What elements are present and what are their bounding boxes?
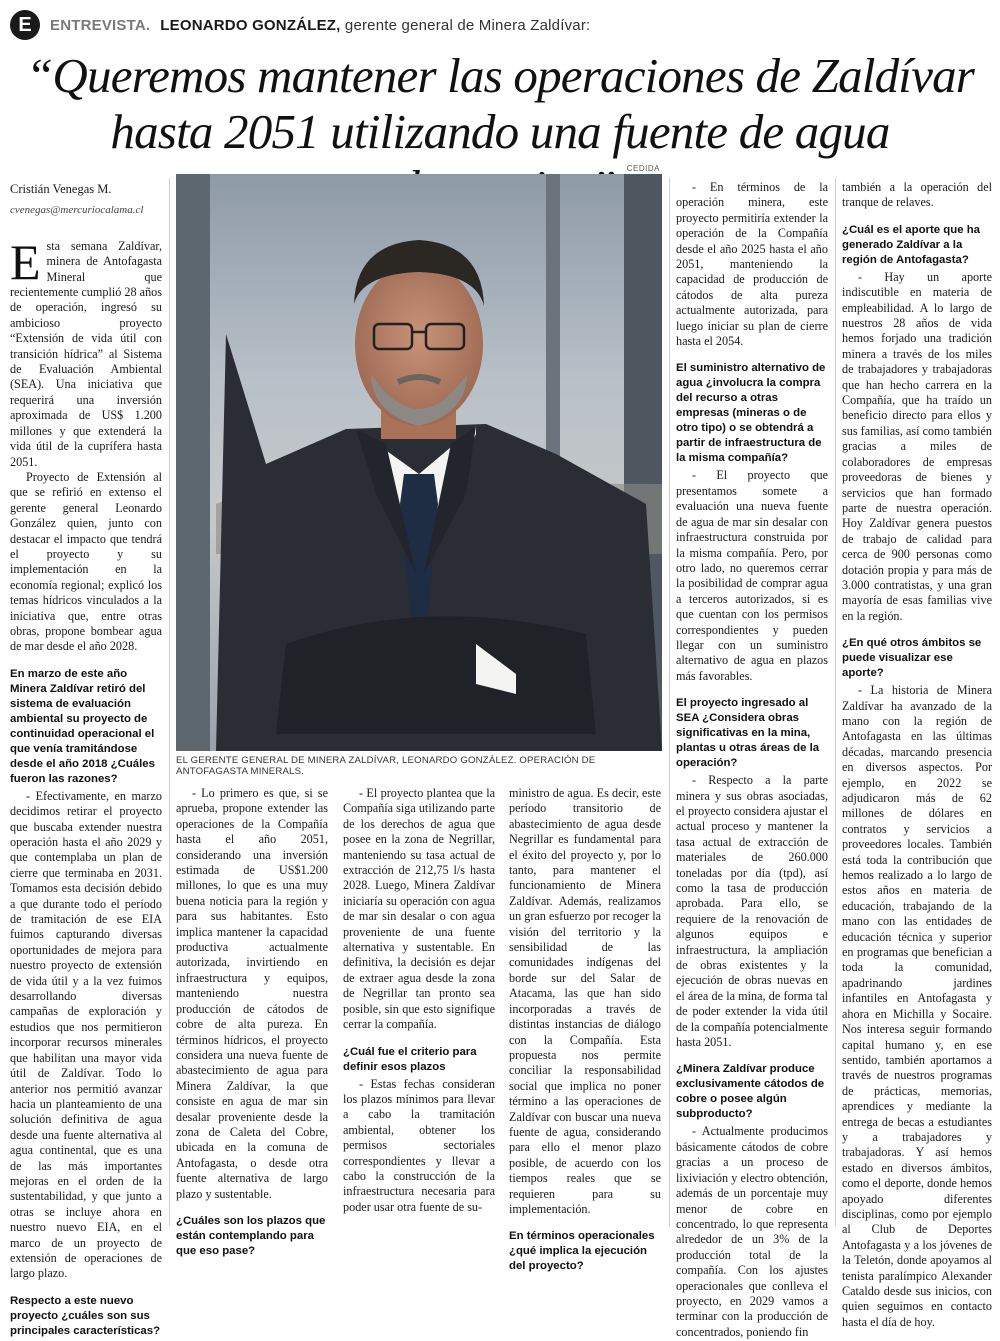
answer: - Actualmente producimos básicamente cátodos de cobre gracias a un proceso de lixiviación y electro obtención, además de un porcentaje muy menor de cobre en concentrado, lo que representa alrededor de un 3% de la producción total de la compañía. Con los ajustes operacionales que conlleva el proyecto, en 2029 vamos a terminar con la producción de concentrados, poniendo fin: [676, 1124, 828, 1339]
portrait-illustration: [176, 174, 662, 751]
question: ¿Minera Zaldívar produce exclusivamente cátodos de cobre o posee algún subproducto?: [676, 1063, 825, 1121]
answer: - En términos de la operación minera, este proyecto permitiría extender la operación de la Compañía desde el año 2025 hasta el año 2051, manteniendo la capacidad de producción de cátodos de alta pureza actualmente autorizada, para luego iniciar su plan de cierre hasta el 2054.: [676, 180, 828, 349]
answer: - Efectivamente, en marzo decidimos retirar el proyecto que buscaba extender nuestra operación hasta el año 2029 y que contemplaba un plan de cierre que terminaba en 2031. Tomamos esta decisión debido a que durante todo el período de tramitación de ese EIA fuimos capturando diversas oportunidades de mejora para nuestro proyecto de extensión de vida útil y a la vez fuimos desarrollando diversas campañas de exploración y estudios que nos permitieron incorporar recursos minerales que habilitan una mayor vida útil de Zaldívar. Todo lo anterior nos permitió avanzar hacia un planteamiento de una solución definitiva de agua desde una fuente alternativa al agua continental, que es una de las más importantes mejoras en el orden de la sustentabilidad, y que junto a otras se incluye ahora en nuestro nuevo EIA, en el marco de un proyecto de extensión de operaciones de largo plazo.: [10, 788, 162, 1281]
question: Respecto a este nuevo proyecto ¿cuáles son sus principales características?: [10, 1294, 161, 1337]
kicker: [10, 8, 590, 42]
question: ¿En qué otros ámbitos se puede visualizar ese aporte?: [842, 637, 982, 680]
question: ¿Cuáles son los plazos que están contemplando para que eso pase?: [176, 1214, 326, 1257]
answer: - Respecto a la parte minera y sus obras asociadas, el proyecto considera ajustar el actual proceso y mantener la tasa actual de extracción de materiales de 260.000 toneladas por día (tpd), así como la tasa de producción aprobada. Para ello, se requiere de la renovación de algunos equipos e infraestructura, la ampliación de obras existentes y la ejecución de obras nuevas en el área de la mina, de forma tal de poder extender la vida útil de la compañía potencialmente hasta 2051.: [676, 773, 828, 1050]
dropcap: E: [10, 233, 41, 290]
column-divider: [669, 178, 670, 1226]
answer: - El proyecto que presentamos somete a evaluación una nueva fuente de agua de mar sin desalar con infraestructura construida por la misma compañía. Pero, por otro lado, no queremos cerrar la posibilidad de comprar agua a terceros autorizados, si es que cuentan con los permisos correspondientes y pueden llegar con un suministro alternativo de agua en plazos más favorables.: [676, 468, 828, 683]
column-divider: [169, 178, 170, 1226]
lead-paragraph: [10, 233, 162, 470]
column-5: [676, 180, 828, 1340]
answer: ministro de agua. Es decir, este período transitorio de abastecimiento de agua desde Negrillar es fundamental para el éxito del proyecto y, por lo tanto, para mantener el funcionamiento de Minera Zaldívar. Además, realizamos un gran esfuerzo por recoger la visión del territorio y la sensibilidad de las comunidades indígenas del borde sur del Salar de Atacama, las que han sido incorporadas a través de distintas instancias de diálogo con la Compañía. Esta propuesta nos permite conciliar la responsabilidad social que implica no poner término a las operaciones de Zaldívar con buscar una nueva fuente de agua, considerando para ello el menor plazo posible, de acuerdo con los tiempos reales que se requieren para su implementación.: [509, 786, 661, 1216]
question: ¿Cuál es el aporte que ha generado Zaldívar a la región de Antofagasta?: [842, 223, 980, 266]
paragraph: Proyecto de Extensión al que se refirió en extenso el gerente general Leonardo González quien, junto con destacar el impacto que tendrá el proyecto y su implementación en la economía regional; explicó los temas hídricos vinculados a la iniciativa que, entre otras obras, propone bombear agua de mar desde el año 2028.: [10, 469, 162, 654]
headline: “Queremos mantener las operaciones de Zaldívar hasta 2051 utilizando una fuente de agua: [25, 48, 975, 159]
photo-credit: CEDIDA: [626, 164, 660, 173]
kicker-section: ENTREVISTA.: [50, 16, 151, 34]
kicker-role: gerente general de Minera Zaldívar:: [344, 16, 591, 34]
byline-email: cvenegas@mercuriocalama.cl: [10, 204, 144, 217]
photo-caption: EL GERENTE GENERAL DE MINERA ZALDÍVAR, LEONARDO GONZÁLEZ. OPERACIÓN DE ANTOFAGASTA MINERALS.: [176, 755, 596, 777]
column-1: [10, 180, 162, 1341]
column-6: [842, 180, 992, 1330]
kicker-person: [160, 17, 590, 34]
answer: - Estas fechas consideran los plazos mínimos para llevar a cabo la tramitación ambiental, obtener los permisos sectoriales correspondientes y llevar a cabo la construcción de la infraestructura necesaria para poder usar otra fuente de su-: [343, 1076, 495, 1214]
answer: - Lo primero es que, si se aprueba, propone extender las operaciones de la Compañía hasta el año 2051, considerando una inversión estimada de US$1.200 millones, lo que es una muy buena noticia para la región y para sus habitantes. Esto implica mantener la capacidad productiva actualmente autorizada, invirtiendo en infraestructura y equipos, manteniendo nuestra producción de cátodos de cobre de alta pureza. En términos hídricos, el proyecto considera una nueva fuente de abastecimiento de agua para Minera Zaldívar, la que consiste en agua de mar sin desalar proveniente desde la zona de Caleta del Cobre, ubicada en la comuna de Antofagasta, o desde otra fuente alternativa de largo plazo y sustentable.: [176, 786, 328, 1201]
section-badge: E: [10, 10, 40, 40]
answer: - La historia de Minera Zaldívar ha avanzado de la mano con la región de Antofagasta en las últimas décadas, marcando presencia en diversos aspectos. Por ejemplo, en 2022 se adjudicaron más de 62 millones de dólares en contratos y servicios a proveedores locales. También está toda la contribución que hemos realizado a lo largo de estos años en materia de educación, trabajando de la mano con las entidades de educación técnica y superior en programas que benefician a toda la comunidad, apadrinando jardines infantiles en Antofagasta y ahora en Michilla y Socaire. Nos interesa seguir formando capital humano y, en ese sentido, también aportamos a través de nuestros programas de prácticas, memorias, aprendices y mediante la entrega de becas a estudiantes y a trabajadores y trabajadoras. Y así hemos estado en diversos ámbitos, como el deporte, donde hemos apoyado diferentes disciplinas, como por ejemplo al Club de Deportes Antofagasta y a los jóvenes de la Teletón, donde apoyamos al tenista paralímpico Alexander Cataldo desde sus inicios, con quien seguimos en contacto hasta el día de hoy.: [842, 683, 992, 1329]
portrait-photo: [176, 174, 662, 751]
question: El proyecto ingresado al SEA ¿Considera obras significativas en la mina, plantas u otras áreas de la operación?: [676, 697, 820, 770]
answer: - Hay un aporte indiscutible en materia de empleabilidad. A lo largo de nuestros 28 años de vida hemos forjado una tradición minera a través de los miles de trabajadores y trabajadoras que han hecho carrera en la Compañía, que ha traído un beneficio directo para ellos y sus familias, así como también gracias a miles de colaboradores de empresas proveedoras de bienes y servicios que han formado parte de nuestra operación. Hoy Zaldívar genera puestos de trabajo de calidad para cerca de 900 personas como dotación propia y para más de 3.000 contratistas, y una gran mayoría de esas familias vive en la región.: [842, 269, 992, 623]
question: En términos operacionales ¿qué implica la ejecución del proyecto?: [509, 1230, 655, 1273]
column-4: [509, 786, 661, 1276]
kicker-name: LEONARDO GONZÁLEZ,: [160, 16, 341, 34]
column-2: [176, 786, 328, 1261]
column-divider: [835, 178, 836, 1226]
byline-author: Cristián Venegas M.: [10, 182, 112, 196]
question: El suministro alternativo de agua ¿involucra la compra del recurso a otras empresas (mineras o de otro tipo) o se obtendrá a partir de infraestructura de la misma compañía?: [676, 362, 826, 465]
answer: - El proyecto plantea que la Compañía siga utilizando parte de los derechos de agua que posee en la zona de Negrillar, manteniendo su tasa actual de extracción de 212,75 l/s hasta 2028. Luego, Minera Zaldívar iniciaría su operación con agua de mar sin desalar o con agua proveniente de una fuente alternativa y sustentable. En definitiva, la decisión es dejar de extraer agua desde la zona de Negrillar tan pronto sea posible, sin que esto signifique cerrar la compañía.: [343, 786, 495, 1032]
lead-text: sta semana Zaldívar, minera de Antofagasta Mineral que recientemente cumplió 28 años de operación, ingresó su ambicioso proyecto “Extensión de vida útil con transición hídrica” al Sistema de Evaluación Ambiental (SEA). Una iniciativa que requerirá una inversión aproximada de US$ 1.200 millones y que extenderá la vida útil de la cuprífera hasta 2051.: [10, 238, 162, 469]
question: ¿Cuál fue el criterio para definir esos plazos: [343, 1045, 477, 1073]
question: En marzo de este año Minera Zaldívar retiró del sistema de evaluación ambiental su proyecto de continuidad operacional el que venía tramitándose desde el año 2018 ¿Cuáles fueron las razones?: [10, 667, 155, 785]
column-3: [343, 786, 495, 1215]
answer: también a la operación del tranque de relaves.: [842, 180, 992, 210]
